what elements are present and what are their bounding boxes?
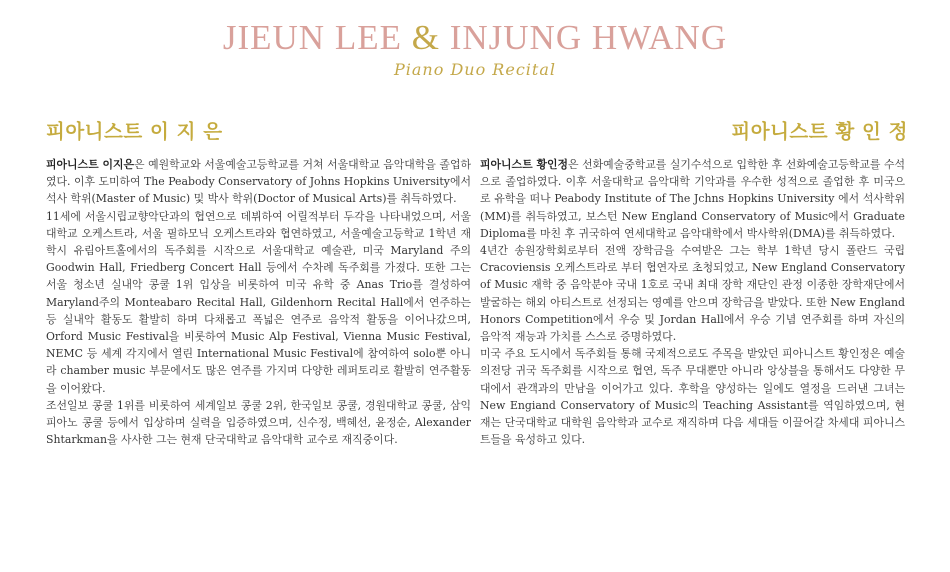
title-performer-1: JIEUN LEE	[222, 18, 402, 57]
bio-paragraph: 4년간 송원장학회로부터 전액 장학금을 수여받은 그는 학부 1학년 당시 폴란드 국립 Cracoviensis 오케스트라로 부터 협연자로 초청되었고, New England Conservatory of Music 재학 중 음악분야 국내 1호로 국내 최대 장학 재단인 관정 이종한 장학재단에서 발굴하는 해외 아티스트로 선정되는 영예를 안으며 장학금을 받았다. 또한 New England Honors Competition에서 우승 및 Jordan Hall에서 우승 기념 연주회를 하며 자신의 음악적 재능과 가치를 스스로 증명하였다.	[480, 244, 905, 344]
left-bio-heading: 피아니스트 이 지 은	[46, 120, 223, 143]
bio-paragraph-text: 은 예원학교와 서울예술고등학교를 거쳐 서울대학교 음악대학을 졸업하였다. 이후 도미하여 The Peabody Conservatory of Johns Hopkins University에서 석사 학위(Master of Music) 및 박사 학위(Doctor of Musical Arts)를 취득하였다.	[46, 158, 471, 206]
bio-lead-name: 피아니스트 이지은	[46, 158, 135, 171]
bio-paragraph	[480, 156, 905, 242]
right-bio-text	[480, 156, 905, 448]
bio-lead-name: 피아니스트 황인정	[480, 158, 569, 171]
bio-paragraph	[46, 156, 471, 208]
title-ampersand: &	[411, 18, 440, 57]
bio-paragraph: 11세에 서울시립교향악단과의 협연으로 데뷔하여 어릴적부터 두각을 나타내었으며, 서울대학교 오케스트라, 서울 필하모닉 오케스트라와 협연하였고, 서울예술고등학교 1학년 재학시 유림아트홀에서의 독주회를 시작으로 서울대학교 예술관, 미국 Maryland 주의 Goodwin Hall, Friedberg Concert Hall 등에서 수차례 독주회를 가졌다. 또한 그는 서울 청소년 실내악 콩쿨 1위 입상을 비롯하여 미국 유학 중 Anas Trio를 결성하여 Maryland주의 Monteabaro Recital Hall, Gildenhorn Recital Hall에서 연주하는 등 실내악 활동도 활발히 하며 다채롭고 폭넓은 연주로 음악적 활동을 이어나갔으며, Orford Music Festival을 비롯하여 Music Alp Festival, Vienna Music Festival, NEMC 등 세계 각지에서 열린 International Music Festival에 참여하여 solo뿐 아니라 chamber music 부문에서도 많은 연주를 가지며 다양한 레퍼토리로 활발히 연주활동을 이어왔다.	[46, 209, 471, 395]
recital-title	[0, 18, 950, 58]
left-bio-text	[46, 156, 471, 448]
bio-paragraph: 조선일보 콩쿨 1위를 비롯하여 세계일보 콩쿨 2위, 한국일보 콩쿨, 경원대학교 콩쿨, 삼익피아노 콩쿨 등에서 입상하며 실력을 입증하였으며, 신수정, 백혜선, 윤정순, Alexander Shtarkman을 사사한 그는 현재 단국대학교 음악대학 교수로 재직중이다.	[46, 398, 471, 447]
recital-subtitle: Piano Duo Recital	[394, 60, 556, 79]
bio-paragraph: 미국 주요 도시에서 독주회들 통해 국제적으로도 주목을 받았던 피아니스트 황인정은 예술의전당 귀국 독주회를 시작으로 협연, 독주 무대뿐만 아니라 앙상블을 통해서도 다양한 무대에서 관객과의 만남을 이어가고 있다. 후학을 양성하는 일에도 열정을 드러낸 그녀는 New Engiand Conservatory of Music의 Teaching Assistant를 역임하였으며, 현재는 단국대학교 대학원 음악학과 교수로 재직하며 다음 세대들 이끌어갈 차세대 피아니스트들을 육성하고 있다.	[480, 347, 905, 447]
title-performer-2: INJUNG HWANG	[449, 18, 728, 57]
right-bio-heading: 피아니스트 황 인 정	[731, 120, 908, 143]
bio-paragraph-text: 은 선화예술중학교를 실기수석으로 입학한 후 선화예술고등학교를 수석으로 졸업하였다. 이후 서울대학교 음악대학 기악과를 우수한 성적으로 졸업한 후 미국으로 유학을 떠나 Peabody Institute of The Jchns Hopkins University 에서 석사학위(MM)를 취득하였고, 보스턴 New England Conservatory of Music에서 Graduate Diploma를 마친 후 귀국하여 연세대학교 음악대학에서 박사학위(DMA)를 취득하였다.	[480, 158, 905, 240]
